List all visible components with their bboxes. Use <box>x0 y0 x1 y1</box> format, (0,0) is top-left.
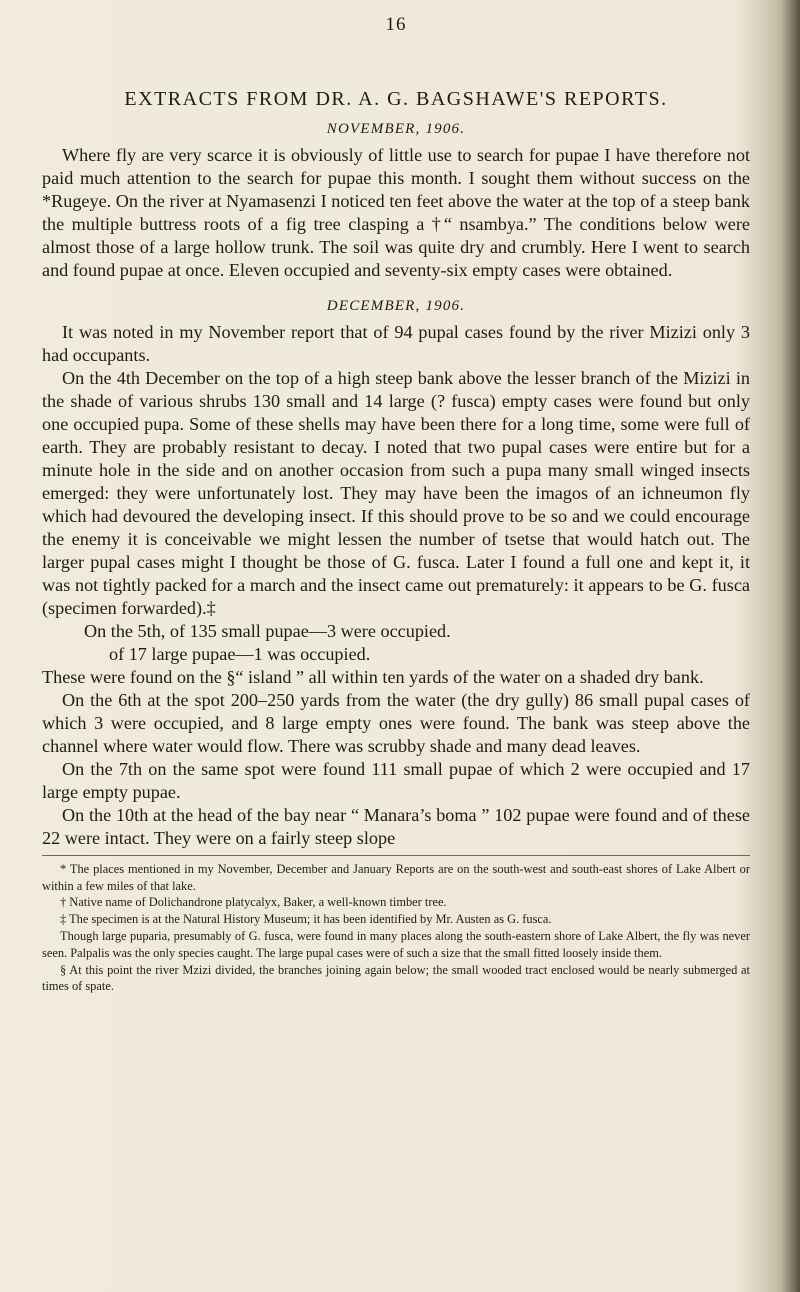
paragraph-count-line: of 17 large pupae—1 was occupied. <box>109 644 371 664</box>
section-heading-november: NOVEMBER, 1906. <box>326 121 466 137</box>
footnote: † Native name of Dolichandrone platycalyx, Baker, a well-known timber tree. <box>60 895 447 910</box>
footnote: Though large puparia, presumably of G. fusca, were found in many places along the south-eastern shore of Lake Albert, the fly was never seen. Palpalis was the only species caught. The large pupal cases were of such a size that the small fitted loosely inside them. <box>42 929 750 960</box>
paragraph: Where fly are very scarce it is obviously of little use to search for pupae I have therefore not paid much attention to the search for pupae this month. I sought them without success on the *Rugeye. On the river at Nyamasenzi I noticed ten feet above the water at the top of a steep bank the multiple buttress roots of a fig tree clasping a †“ nsambya.” The conditions below were almost those of a large hollow trunk. The soil was quite dry and crumbly. Here I went to search and found pupae at once. Eleven occupied and seventy-six empty cases were obtained. <box>42 145 750 280</box>
paragraph: On the 10th at the head of the bay near “ Manara’s boma ” 102 pupae were found and of these 22 were intact. They were on a fairly steep slope <box>42 805 750 848</box>
page-number: 16 <box>385 14 407 35</box>
paragraph-count-line: On the 5th, of 135 small pupae—3 were occupied. <box>84 621 451 641</box>
paragraph: It was noted in my November report that of 94 pupal cases found by the river Mizizi only 3 had occupants. <box>42 322 750 365</box>
footnote: ‡ The specimen is at the Natural History Museum; it has been identified by Mr. Austen as G. fusca. <box>60 911 552 926</box>
page-edge-shadow <box>782 0 800 1292</box>
paragraph: On the 6th at the spot 200–250 yards from the water (the dry gully) 86 small pupal cases of which 3 were occupied, and 8 large empty ones were found. The bank was steep above the channel where water would flow. There was scrubby shade and many dead leaves. <box>42 690 750 756</box>
document-title: EXTRACTS FROM DR. A. G. BAGSHAWE'S REPORTS. <box>124 88 668 110</box>
footnote: * The places mentioned in my November, December and January Reports are on the south-west and south-east shores of Lake Albert or within a few miles of that lake. <box>42 862 750 893</box>
paragraph: These were found on the §“ island ” all within ten yards of the water on a shaded dry bank. <box>42 667 704 687</box>
section-heading-december: DECEMBER, 1906. <box>326 298 466 314</box>
footnote-divider <box>42 855 750 856</box>
paragraph: On the 7th on the same spot were found 111 small pupae of which 2 were occupied and 17 large empty pupae. <box>42 759 750 802</box>
document-body <box>42 14 750 995</box>
footnote: § At this point the river Mzizi divided, the branches joining again below; the small wooded tract enclosed would be nearly submerged at times of spate. <box>42 962 750 994</box>
paragraph: On the 4th December on the top of a high steep bank above the lesser branch of the Mizizi in the shade of various shrubs 130 small and 14 large (? fusca) empty cases were found but only one occupied pupa. Some of these shells may have been there for a long time, some were full of earth. They are probably resistant to decay. I noted that two pupal cases were entire but for a minute hole in the side and on another occasion from such a pupa many small winged insects emerged: they were unfortunately lost. They may have been the imagos of an ichneumon fly which had devoured the developing insect. If this should prove to be so and we could encourage the enemy it is conceivable we might lessen the number of tsetse that would hatch out. The larger pupal cases might I thought be those of G. fusca. Later I found a full one and kept it, it was not tightly packed for a march and the insect came out prematurely: it appears to be G. fusca (specimen forwarded).‡ <box>42 368 750 618</box>
